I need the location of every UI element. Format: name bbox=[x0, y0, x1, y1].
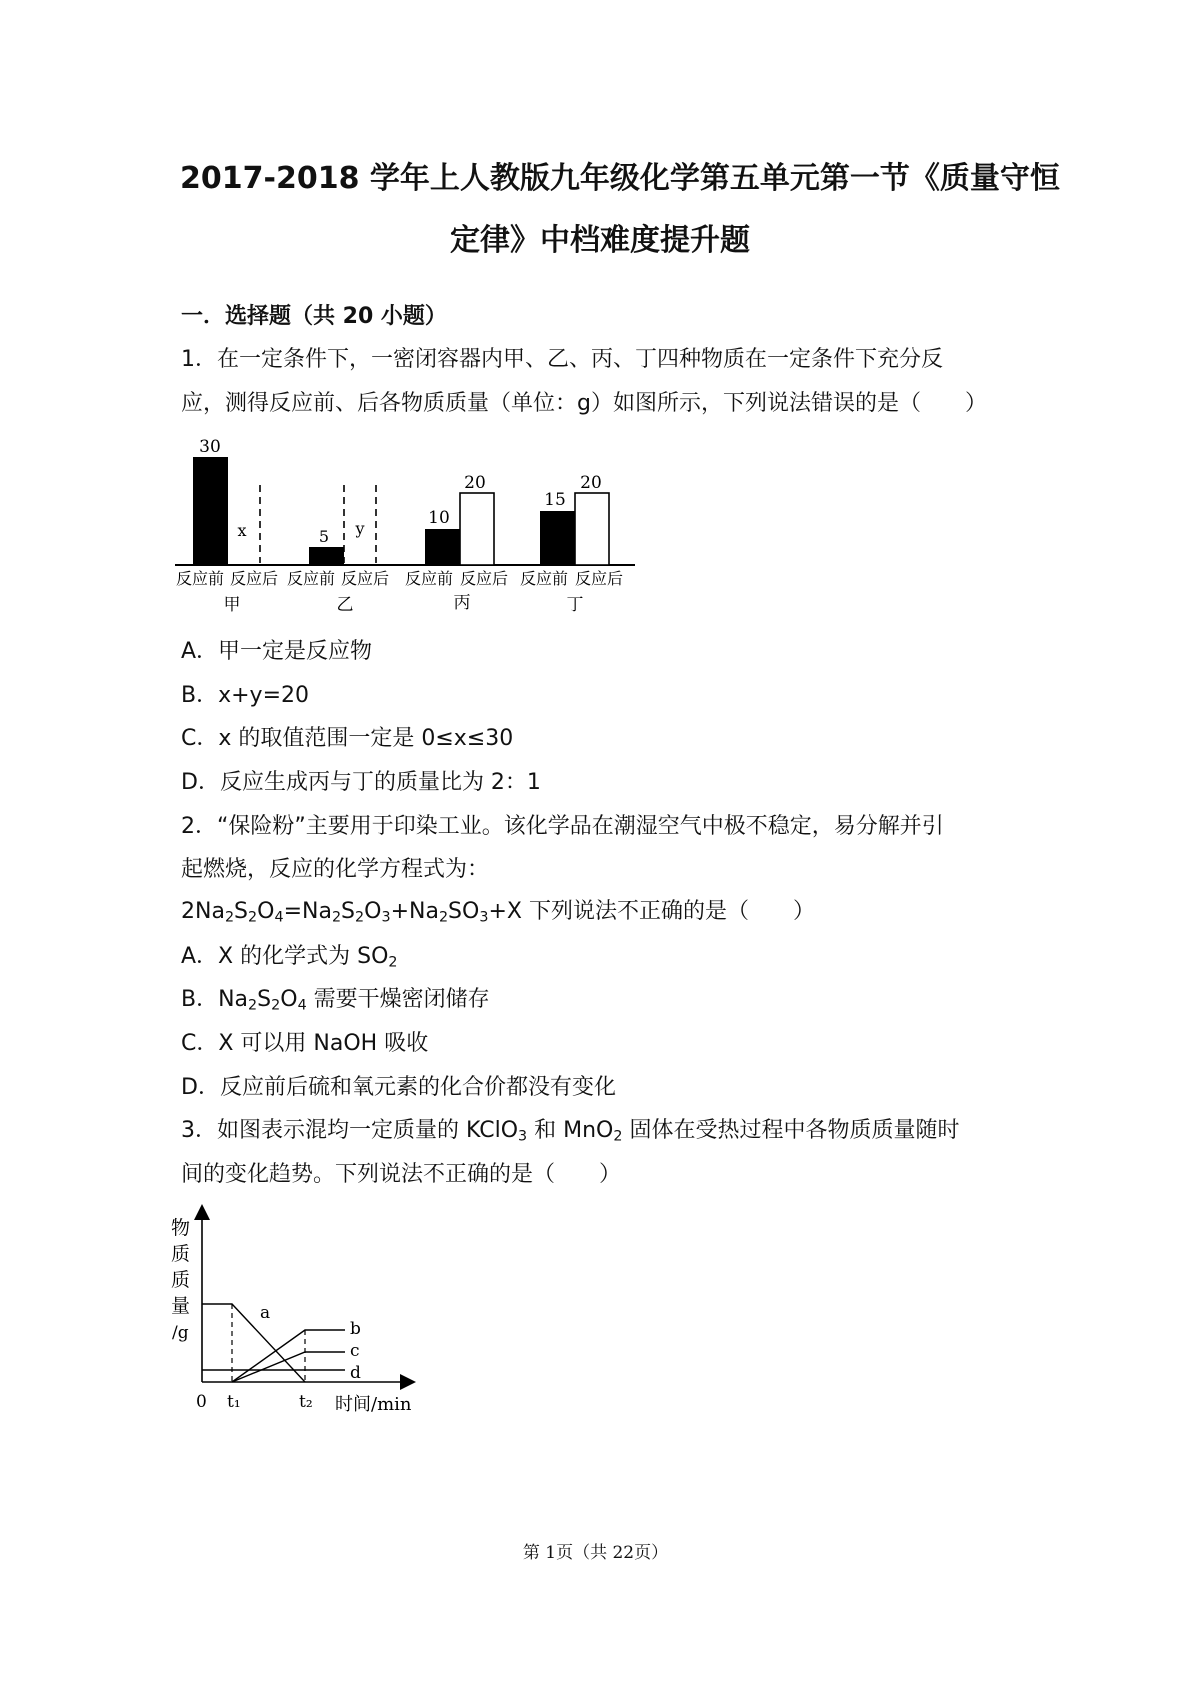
tick-t1: t₁ bbox=[227, 1392, 241, 1412]
q2-question-tail: 下列说法不正确的是（ ） bbox=[521, 899, 815, 924]
curve-c bbox=[232, 1352, 345, 1382]
q2-option-a-text: A．X 的化学式为 SO bbox=[181, 944, 389, 969]
group-label: 甲 bbox=[223, 595, 241, 615]
q2-text-line-2: 起燃烧，反应的化学方程式为： bbox=[181, 857, 490, 882]
q3-text-line-1: 3．如图表示混均一定质量的 KClO$_3$ 和 MnO$_2$ 固体在受热过程中各物质质量随时 bbox=[181, 1118, 960, 1145]
q1-option-a: A．甲一定是反应物 bbox=[181, 639, 373, 664]
q1-option-d: D．反应生成丙与丁的质量比为 2：1 bbox=[181, 770, 541, 795]
bar-jia-before bbox=[193, 457, 228, 565]
x-axis-label: 时间/min bbox=[335, 1394, 412, 1415]
bar-bing-after bbox=[460, 493, 494, 565]
tick-label: 反应前 bbox=[176, 569, 225, 588]
tick-label: 反应后 bbox=[341, 569, 390, 588]
title-line-2: 定律》中档难度提升题 bbox=[450, 223, 750, 258]
q1-text-line-2: 应，测得反应前、后各物质质量（单位：g）如图所示，下列说法错误的是（ ） bbox=[181, 391, 987, 416]
q1-option-b: B．x+y=20 bbox=[181, 683, 309, 708]
q2-option-b-text: 需要干燥密闭储存 bbox=[313, 987, 490, 1012]
q2-equation: $2Na_2S_2O_4=Na_2S_2O_3+Na_2SO_3+X$ 下列说法不正确的是（ ） bbox=[181, 899, 815, 926]
q2-option-a: A．X 的化学式为 $SO_2$ bbox=[181, 944, 398, 971]
document-title bbox=[180, 148, 1060, 272]
q2-option-b-letter: B． bbox=[181, 987, 219, 1012]
label-jia-before: 30 bbox=[199, 437, 221, 457]
bar-ding-after bbox=[575, 493, 609, 565]
q1-text-line-1: 1．在一定条件下，一密闭容器内甲、乙、丙、丁四种物质在一定条件下充分反 bbox=[181, 347, 943, 372]
label-bing-before: 10 bbox=[428, 508, 450, 528]
q3-text-b: 和 MnO bbox=[527, 1118, 614, 1143]
label-bing-after: 20 bbox=[464, 473, 486, 493]
q3-text-a: 3．如图表示混均一定质量的 KClO bbox=[181, 1118, 519, 1143]
y-label-char: 物 bbox=[171, 1217, 191, 1239]
section-heading: 一．选择题（共 20 小题） bbox=[181, 304, 447, 329]
y-label-char: 质 bbox=[171, 1269, 191, 1291]
q3-line-graph bbox=[165, 1200, 425, 1430]
tick-label: 反应后 bbox=[460, 569, 509, 588]
curve-label: b bbox=[350, 1319, 361, 1339]
tick-label: 反应后 bbox=[230, 569, 279, 588]
label-yi-before: 5 bbox=[318, 527, 330, 546]
tick-label: 反应前 bbox=[287, 569, 336, 588]
group-label: 丙 bbox=[453, 593, 471, 613]
page-footer: 第 1页（共 22页） bbox=[522, 1543, 669, 1563]
bar-ding-before bbox=[540, 511, 575, 565]
curve-label: d bbox=[350, 1363, 361, 1383]
q2-text-line-1: 2．“保险粉”主要用于印染工业。该化学品在潮湿空气中极不稳定，易分解并引 bbox=[181, 814, 944, 839]
group-label: 乙 bbox=[336, 595, 354, 615]
label-yi-after: y bbox=[355, 519, 365, 538]
curve-b bbox=[232, 1330, 345, 1382]
curve-label: c bbox=[350, 1341, 360, 1361]
y-label-char: 量 bbox=[171, 1295, 191, 1317]
q3-text-line-2: 间的变化趋势。下列说法不正确的是（ ） bbox=[181, 1162, 622, 1187]
bar-bing-before bbox=[425, 529, 460, 565]
q2-option-c: C．X 可以用 NaOH 吸收 bbox=[181, 1031, 429, 1056]
tick-t2: t₂ bbox=[299, 1392, 313, 1412]
q2-option-b: B．$Na_2S_2O_4$ 需要干燥密闭储存 bbox=[181, 987, 490, 1014]
tick-label: 反应前 bbox=[520, 569, 569, 588]
label-ding-after: 20 bbox=[580, 473, 602, 493]
bar-yi-before bbox=[309, 547, 344, 565]
tick-label: 反应后 bbox=[575, 569, 624, 588]
label-ding-before: 15 bbox=[544, 490, 566, 510]
origin-label: 0 bbox=[196, 1392, 207, 1412]
q1-option-c: C．x 的取值范围一定是 0≤x≤30 bbox=[181, 726, 514, 751]
group-label: 丁 bbox=[566, 595, 584, 615]
q2-option-d: D．反应前后硫和氧元素的化合价都没有变化 bbox=[181, 1075, 616, 1100]
y-label-unit: /g bbox=[172, 1323, 189, 1343]
tick-label: 反应前 bbox=[405, 569, 454, 588]
q3-text-c: 固体在受热过程中各物质质量随时 bbox=[622, 1118, 960, 1143]
title-line-1: 2017-2018 学年上人教版九年级化学第五单元第一节《质量守恒 bbox=[180, 161, 1060, 196]
curve-label: a bbox=[260, 1303, 271, 1323]
q1-bar-chart bbox=[170, 430, 640, 620]
label-jia-after: x bbox=[237, 521, 247, 540]
y-label-char: 质 bbox=[171, 1243, 191, 1265]
